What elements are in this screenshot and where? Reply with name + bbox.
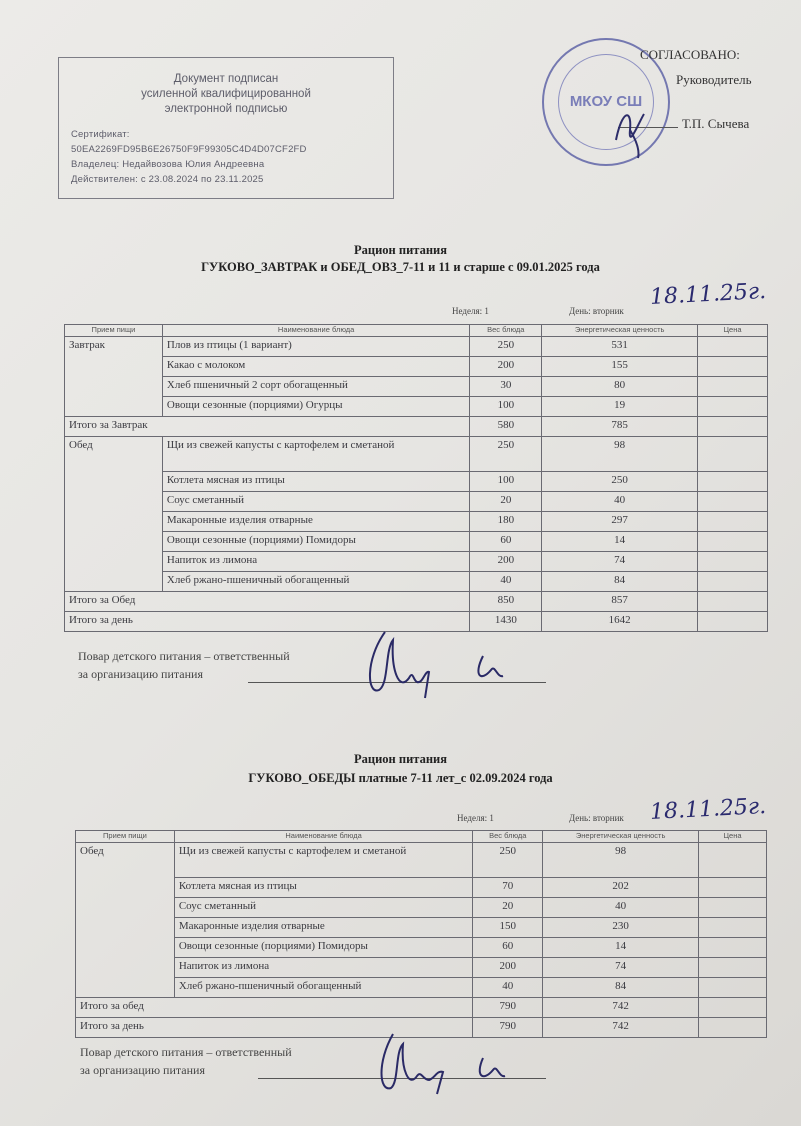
meal-cell: Обед xyxy=(76,843,175,998)
dish-name: Плов из птицы (1 вариант) xyxy=(162,337,469,357)
table-row xyxy=(76,938,767,958)
menu2-sign-line2: за организацию питания xyxy=(80,1063,205,1077)
dish-name: Соус сметанный xyxy=(174,898,473,918)
dish-price xyxy=(699,938,767,958)
table-row xyxy=(76,843,767,878)
dish-weight: 60 xyxy=(470,532,542,552)
dish-weight: 20 xyxy=(473,898,543,918)
menu1-subtitle: ГУКОВО_ЗАВТРАК и ОБЕД_ОВЗ_7-11 и 11 и старше с 09.01.2025 года xyxy=(201,260,600,274)
dish-price xyxy=(699,958,767,978)
dish-price xyxy=(698,397,768,417)
dish-energy: 1642 xyxy=(542,612,698,632)
dish-price xyxy=(698,472,768,492)
column-header: Вес блюда xyxy=(470,325,542,337)
dish-weight: 70 xyxy=(473,878,543,898)
total-label: Итого за Обед xyxy=(65,592,470,612)
dish-weight: 150 xyxy=(473,918,543,938)
dish-energy: 202 xyxy=(543,878,699,898)
director-signature xyxy=(610,100,650,160)
total-label: Итого за день xyxy=(76,1018,473,1038)
dish-energy: 531 xyxy=(542,337,698,357)
table-row xyxy=(65,357,768,377)
dish-name: Макаронные изделия отварные xyxy=(162,512,469,532)
meal-cell: Обед xyxy=(65,437,163,592)
dish-price xyxy=(698,612,768,632)
dish-price xyxy=(698,592,768,612)
dish-weight: 250 xyxy=(470,337,542,357)
total-label: Итого за Завтрак xyxy=(65,417,470,437)
dish-weight: 100 xyxy=(470,397,542,417)
menu1-table xyxy=(64,324,768,632)
column-header: Энергетическая ценность xyxy=(543,831,699,843)
dish-weight: 790 xyxy=(473,1018,543,1038)
menu1-handwritten-date: 18.11.25г. xyxy=(649,278,767,311)
dish-name: Щи из свежей капусты с картофелем и сметаной xyxy=(174,843,473,878)
dish-price xyxy=(698,437,768,472)
dish-weight: 20 xyxy=(470,492,542,512)
dish-weight: 40 xyxy=(473,978,543,998)
menu2-cook-signature xyxy=(365,1018,525,1098)
esign-title-line: Документ подписан xyxy=(173,73,279,85)
dish-weight: 790 xyxy=(473,998,543,1018)
dish-weight: 200 xyxy=(473,958,543,978)
dish-weight: 200 xyxy=(470,357,542,377)
dish-energy: 84 xyxy=(542,572,698,592)
dish-weight: 180 xyxy=(470,512,542,532)
approval-name: Т.П. Сычева xyxy=(682,116,750,131)
table-row xyxy=(76,918,767,938)
esign-owner: Владелец: Недайвозова Юлия Андреевна xyxy=(71,159,265,170)
dish-weight: 60 xyxy=(473,938,543,958)
total-label: Итого за день xyxy=(65,612,470,632)
dish-weight: 250 xyxy=(473,843,543,878)
dish-name: Котлета мясная из птицы xyxy=(174,878,473,898)
dish-price xyxy=(698,552,768,572)
total-row xyxy=(65,417,768,437)
menu1-day: День: вторник xyxy=(569,306,624,316)
table-header-row xyxy=(65,325,768,337)
dish-energy: 40 xyxy=(542,492,698,512)
total-label: Итого за обед xyxy=(76,998,473,1018)
dish-name: Овощи сезонные (порциями) Помидоры xyxy=(162,532,469,552)
column-header: Наименование блюда xyxy=(174,831,473,843)
dish-energy: 84 xyxy=(543,978,699,998)
column-header: Вес блюда xyxy=(473,831,543,843)
esign-certificate: 50EA2269FD95B6E26750F9F99305C4D4D07CF2FD xyxy=(71,144,307,155)
table-row xyxy=(76,978,767,998)
dish-price xyxy=(698,532,768,552)
column-header: Прием пищи xyxy=(76,831,175,843)
menu1-week: Неделя: 1 xyxy=(452,306,489,316)
esign-title-line: электронной подписью xyxy=(164,103,288,115)
table-row xyxy=(76,898,767,918)
dish-energy: 742 xyxy=(543,1018,699,1038)
dish-price xyxy=(698,357,768,377)
dish-energy: 98 xyxy=(543,843,699,878)
dish-price xyxy=(699,998,767,1018)
esign-validity: Действителен: с 23.08.2024 по 23.11.2025 xyxy=(71,174,264,185)
table-row xyxy=(65,572,768,592)
dish-energy: 74 xyxy=(542,552,698,572)
dish-price xyxy=(698,417,768,437)
menu2-handwritten-date: 18.11.25г. xyxy=(649,793,767,826)
esign-title-line: усиленной квалифицированной xyxy=(141,88,311,100)
dish-name: Макаронные изделия отварные xyxy=(174,918,473,938)
total-row xyxy=(65,592,768,612)
dish-weight: 1430 xyxy=(470,612,542,632)
dish-price xyxy=(699,898,767,918)
table-row xyxy=(65,492,768,512)
table-row xyxy=(76,958,767,978)
dish-price xyxy=(698,492,768,512)
dish-price xyxy=(699,1018,767,1038)
table-row xyxy=(65,512,768,532)
menu1-title: Рацион питания xyxy=(354,243,447,257)
dish-weight: 250 xyxy=(470,437,542,472)
table-row xyxy=(76,878,767,898)
dish-price xyxy=(698,512,768,532)
dish-name: Хлеб ржано-пшеничный обогащенный xyxy=(162,572,469,592)
column-header: Наименование блюда xyxy=(162,325,469,337)
table-row xyxy=(65,552,768,572)
dish-price xyxy=(698,337,768,357)
dish-name: Котлета мясная из птицы xyxy=(162,472,469,492)
approval-agreed: СОГЛАСОВАНО: xyxy=(640,47,740,62)
dish-name: Соус сметанный xyxy=(162,492,469,512)
dish-name: Напиток из лимона xyxy=(174,958,473,978)
menu2-title: Рацион питания xyxy=(354,752,447,766)
meal-cell: Завтрак xyxy=(65,337,163,417)
dish-price xyxy=(698,377,768,397)
table-row xyxy=(65,437,768,472)
dish-weight: 30 xyxy=(470,377,542,397)
dish-name: Щи из свежей капусты с картофелем и сметаной xyxy=(162,437,469,472)
menu2-subtitle: ГУКОВО_ОБЕДЫ платные 7-11 лет_с 02.09.2024 года xyxy=(248,771,553,785)
dish-name: Какао с молоком xyxy=(162,357,469,377)
dish-energy: 14 xyxy=(543,938,699,958)
dish-price xyxy=(699,878,767,898)
dish-name: Овощи сезонные (порциями) Огурцы xyxy=(162,397,469,417)
dish-energy: 40 xyxy=(543,898,699,918)
esign-certificate-label: Сертификат: xyxy=(71,129,130,140)
dish-weight: 850 xyxy=(470,592,542,612)
dish-weight: 100 xyxy=(470,472,542,492)
dish-energy: 74 xyxy=(543,958,699,978)
stamp-text: МКОУ СШ xyxy=(569,93,643,110)
column-header: Энергетическая ценность xyxy=(542,325,698,337)
column-header: Цена xyxy=(699,831,767,843)
dish-weight: 40 xyxy=(470,572,542,592)
menu2-day: День: вторник xyxy=(569,813,624,823)
dish-energy: 250 xyxy=(542,472,698,492)
column-header: Цена xyxy=(698,325,768,337)
dish-energy: 155 xyxy=(542,357,698,377)
column-header: Прием пищи xyxy=(65,325,163,337)
menu2-sign-line1: Повар детского питания – ответственный xyxy=(80,1045,292,1059)
menu1-sign-line1: Повар детского питания – ответственный xyxy=(78,649,290,663)
dish-energy: 742 xyxy=(543,998,699,1018)
dish-price xyxy=(699,978,767,998)
dish-energy: 14 xyxy=(542,532,698,552)
dish-energy: 98 xyxy=(542,437,698,472)
dish-name: Хлеб ржано-пшеничный обогащенный xyxy=(174,978,473,998)
table-row xyxy=(65,397,768,417)
dish-energy: 80 xyxy=(542,377,698,397)
menu1-cook-signature xyxy=(355,620,515,700)
electronic-signature-box xyxy=(58,57,394,199)
menu1-sign-line2: за организацию питания xyxy=(78,667,203,681)
dish-price xyxy=(699,918,767,938)
dish-energy: 857 xyxy=(542,592,698,612)
dish-energy: 297 xyxy=(542,512,698,532)
dish-name: Овощи сезонные (порциями) Помидоры xyxy=(174,938,473,958)
table-row xyxy=(65,377,768,397)
menu2-table xyxy=(75,830,767,1038)
approval-role: Руководитель xyxy=(676,72,752,87)
dish-energy: 19 xyxy=(542,397,698,417)
menu2-week: Неделя: 1 xyxy=(457,813,494,823)
table-row xyxy=(65,532,768,552)
table-header-row xyxy=(76,831,767,843)
dish-price xyxy=(699,843,767,878)
esign-title xyxy=(59,72,393,117)
dish-energy: 785 xyxy=(542,417,698,437)
dish-weight: 580 xyxy=(470,417,542,437)
dish-weight: 200 xyxy=(470,552,542,572)
dish-name: Хлеб пшеничный 2 сорт обогащенный xyxy=(162,377,469,397)
dish-energy: 230 xyxy=(543,918,699,938)
dish-price xyxy=(698,572,768,592)
total-row xyxy=(76,998,767,1018)
table-row xyxy=(65,472,768,492)
table-row xyxy=(65,337,768,357)
dish-name: Напиток из лимона xyxy=(162,552,469,572)
